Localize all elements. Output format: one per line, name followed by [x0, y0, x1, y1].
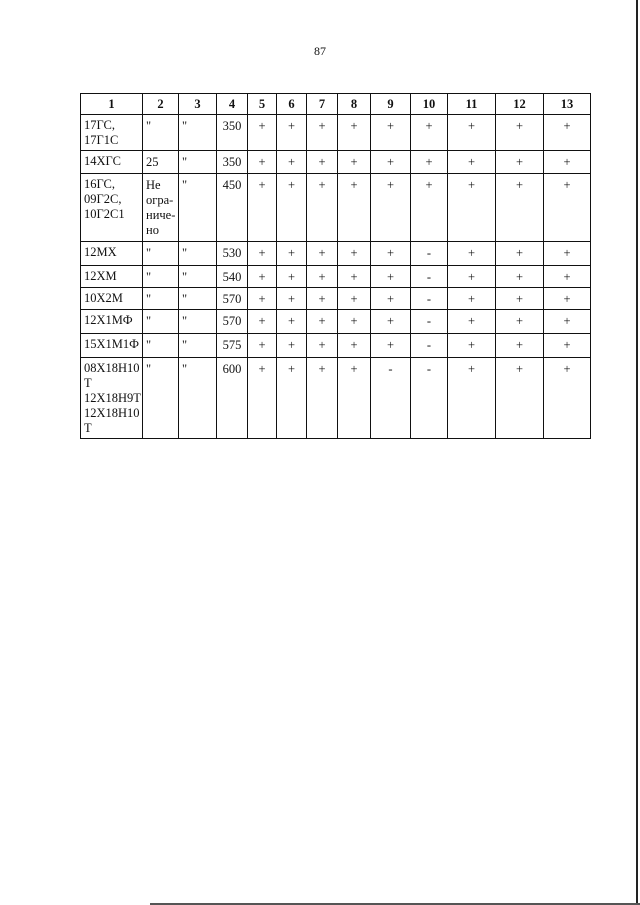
mark-cell-col-9: + — [371, 174, 411, 242]
column-2-cell-line: " — [146, 338, 152, 352]
mark-cell-col-13: + — [544, 115, 591, 151]
mark-cell-col-10: + — [411, 174, 448, 242]
mark-cell-col-6: + — [277, 310, 307, 334]
mark-cell-col-5: + — [248, 174, 277, 242]
column-2-cell-line: " — [146, 246, 152, 260]
column-2-cell — [143, 266, 179, 288]
steel-grade-cell-line: Т — [84, 376, 92, 390]
mark-cell-col-5: + — [248, 266, 277, 288]
mark-cell-col-8: + — [338, 115, 371, 151]
mark-cell-col-13: + — [544, 242, 591, 266]
column-2-cell-line: " — [146, 270, 152, 284]
steel-grade-cell-line: 08Х18Н10 — [84, 361, 140, 375]
mark-cell-col-8: + — [338, 310, 371, 334]
steel-grade-cell — [81, 115, 143, 151]
steel-grade-cell-line: 10Х2М — [84, 291, 123, 305]
mark-cell-col-5: + — [248, 242, 277, 266]
mark-cell-col-8: + — [338, 358, 371, 439]
page-number: 87 — [314, 44, 326, 58]
column-header-7: 7 — [307, 94, 338, 115]
mark-cell-col-5: + — [248, 151, 277, 174]
mark-cell-col-9: + — [371, 310, 411, 334]
mark-cell-col-11: + — [448, 358, 496, 439]
mark-cell-col-11: + — [448, 266, 496, 288]
mark-cell-col-12: + — [496, 115, 544, 151]
mark-cell-col-9: + — [371, 115, 411, 151]
mark-cell-col-5: + — [248, 288, 277, 310]
mark-cell-col-13: + — [544, 334, 591, 358]
column-header-9: 9 — [371, 94, 411, 115]
mark-cell-col-6: + — [277, 174, 307, 242]
mark-cell-col-5: + — [248, 334, 277, 358]
column-header-3: 3 — [179, 94, 217, 115]
mark-cell-col-11: + — [448, 151, 496, 174]
steel-grade-cell — [81, 242, 143, 266]
mark-cell-col-11: + — [448, 288, 496, 310]
mark-cell-col-12: + — [496, 358, 544, 439]
mark-cell-col-6: + — [277, 115, 307, 151]
mark-cell-col-10: - — [411, 334, 448, 358]
column-header-4: 4 — [217, 94, 248, 115]
mark-cell-col-8: + — [338, 174, 371, 242]
mark-cell-col-7: + — [307, 266, 338, 288]
column-2-cell — [143, 115, 179, 151]
table-row — [81, 358, 591, 439]
mark-cell-col-13: + — [544, 266, 591, 288]
column-header-5: 5 — [248, 94, 277, 115]
mark-cell-col-6: + — [277, 242, 307, 266]
temperature-cell: 350 — [217, 115, 248, 151]
mark-cell-col-9: + — [371, 334, 411, 358]
steel-grade-cell — [81, 310, 143, 334]
column-2-cell-line: " — [146, 314, 152, 328]
mark-cell-col-11: + — [448, 310, 496, 334]
temperature-cell: 450 — [217, 174, 248, 242]
mark-cell-col-8: + — [338, 334, 371, 358]
steel-grade-cell — [81, 266, 143, 288]
steel-grade-cell-line: 12Х1МФ — [84, 313, 133, 327]
steel-specification-table — [80, 93, 591, 439]
temperature-cell: 575 — [217, 334, 248, 358]
steel-grade-cell — [81, 288, 143, 310]
mark-cell-col-9: + — [371, 288, 411, 310]
column-3-cell: " — [179, 310, 217, 334]
temperature-cell: 570 — [217, 288, 248, 310]
steel-grade-cell-line: 09Г2С, — [84, 192, 122, 206]
mark-cell-col-8: + — [338, 242, 371, 266]
column-header-11: 11 — [448, 94, 496, 115]
table-row — [81, 266, 591, 288]
column-3-cell: " — [179, 358, 217, 439]
mark-cell-col-5: + — [248, 310, 277, 334]
mark-cell-col-7: + — [307, 174, 338, 242]
steel-grade-cell-line: 10Г2С1 — [84, 207, 125, 221]
column-header-6: 6 — [277, 94, 307, 115]
table-row — [81, 310, 591, 334]
mark-cell-col-9: - — [371, 358, 411, 439]
steel-grade-cell-line: 12МХ — [84, 245, 117, 259]
mark-cell-col-6: + — [277, 151, 307, 174]
temperature-cell: 540 — [217, 266, 248, 288]
mark-cell-col-8: + — [338, 266, 371, 288]
column-header-1: 1 — [81, 94, 143, 115]
column-2-cell-line: 25 — [146, 155, 159, 169]
mark-cell-col-7: + — [307, 310, 338, 334]
mark-cell-col-10: - — [411, 310, 448, 334]
temperature-cell: 350 — [217, 151, 248, 174]
mark-cell-col-13: + — [544, 288, 591, 310]
mark-cell-col-11: + — [448, 115, 496, 151]
column-2-cell — [143, 358, 179, 439]
column-2-cell — [143, 310, 179, 334]
mark-cell-col-10: - — [411, 242, 448, 266]
temperature-cell: 530 — [217, 242, 248, 266]
column-header-2: 2 — [143, 94, 179, 115]
mark-cell-col-7: + — [307, 288, 338, 310]
steel-grade-cell — [81, 358, 143, 439]
mark-cell-col-6: + — [277, 358, 307, 439]
mark-cell-col-7: + — [307, 115, 338, 151]
column-2-cell-line: " — [146, 292, 152, 306]
column-3-cell: " — [179, 151, 217, 174]
mark-cell-col-13: + — [544, 174, 591, 242]
mark-cell-col-9: + — [371, 242, 411, 266]
steel-grade-cell-line: 14ХГС — [84, 154, 121, 168]
column-3-cell: " — [179, 174, 217, 242]
mark-cell-col-7: + — [307, 358, 338, 439]
steel-grade-cell-line: 17ГС, — [84, 118, 116, 132]
column-2-cell — [143, 151, 179, 174]
mark-cell-col-5: + — [248, 115, 277, 151]
table-row — [81, 115, 591, 151]
mark-cell-col-10: - — [411, 288, 448, 310]
table-row — [81, 334, 591, 358]
mark-cell-col-12: + — [496, 310, 544, 334]
mark-cell-col-11: + — [448, 334, 496, 358]
steel-grade-cell-line: 12Х18Н10 — [84, 406, 140, 420]
mark-cell-col-6: + — [277, 288, 307, 310]
mark-cell-col-7: + — [307, 151, 338, 174]
column-3-cell: " — [179, 334, 217, 358]
column-3-cell: " — [179, 115, 217, 151]
mark-cell-col-12: + — [496, 174, 544, 242]
mark-cell-col-12: + — [496, 151, 544, 174]
column-header-8: 8 — [338, 94, 371, 115]
mark-cell-col-11: + — [448, 174, 496, 242]
table-row — [81, 174, 591, 242]
table-row — [81, 151, 591, 174]
column-3-cell: " — [179, 266, 217, 288]
steel-grade-cell — [81, 174, 143, 242]
column-3-cell: " — [179, 242, 217, 266]
mark-cell-col-12: + — [496, 334, 544, 358]
column-2-cell-line: Не — [146, 178, 161, 192]
header-row — [81, 94, 591, 115]
temperature-cell: 570 — [217, 310, 248, 334]
column-2-cell — [143, 334, 179, 358]
column-2-cell — [143, 288, 179, 310]
column-2-cell-line: " — [146, 362, 152, 376]
column-2-cell — [143, 174, 179, 242]
mark-cell-col-7: + — [307, 242, 338, 266]
mark-cell-col-12: + — [496, 288, 544, 310]
mark-cell-col-8: + — [338, 151, 371, 174]
mark-cell-col-6: + — [277, 334, 307, 358]
mark-cell-col-10: + — [411, 151, 448, 174]
mark-cell-col-13: + — [544, 151, 591, 174]
mark-cell-col-11: + — [448, 242, 496, 266]
steel-grade-cell-line: 15Х1М1Ф — [84, 337, 140, 351]
steel-grade-cell-line: 16ГС, — [84, 177, 116, 191]
mark-cell-col-9: + — [371, 151, 411, 174]
steel-grade-cell-line: Т — [84, 421, 92, 435]
mark-cell-col-9: + — [371, 266, 411, 288]
mark-cell-col-7: + — [307, 334, 338, 358]
steel-grade-cell-line: 12ХМ — [84, 269, 117, 283]
table-body — [81, 115, 591, 439]
column-header-10: 10 — [411, 94, 448, 115]
column-header-13: 13 — [544, 94, 591, 115]
mark-cell-col-13: + — [544, 310, 591, 334]
table-row — [81, 242, 591, 266]
steel-grade-cell — [81, 334, 143, 358]
mark-cell-col-6: + — [277, 266, 307, 288]
mark-cell-col-10: + — [411, 115, 448, 151]
mark-cell-col-10: - — [411, 266, 448, 288]
temperature-cell: 600 — [217, 358, 248, 439]
steel-grade-cell-line: 17Г1С — [84, 133, 119, 147]
steel-grade-cell-line: 12Х18Н9Т — [84, 391, 141, 405]
column-header-12: 12 — [496, 94, 544, 115]
mark-cell-col-12: + — [496, 266, 544, 288]
mark-cell-col-10: - — [411, 358, 448, 439]
page-edge-right — [636, 0, 638, 905]
mark-cell-col-5: + — [248, 358, 277, 439]
column-2-cell-line: огра- — [146, 193, 174, 207]
steel-grade-cell — [81, 151, 143, 174]
table-row — [81, 288, 591, 310]
column-2-cell-line: ниче- — [146, 208, 176, 222]
column-2-cell-line: " — [146, 119, 152, 133]
mark-cell-col-13: + — [544, 358, 591, 439]
column-3-cell: " — [179, 288, 217, 310]
mark-cell-col-12: + — [496, 242, 544, 266]
column-2-cell-line: но — [146, 223, 159, 237]
mark-cell-col-8: + — [338, 288, 371, 310]
column-2-cell — [143, 242, 179, 266]
